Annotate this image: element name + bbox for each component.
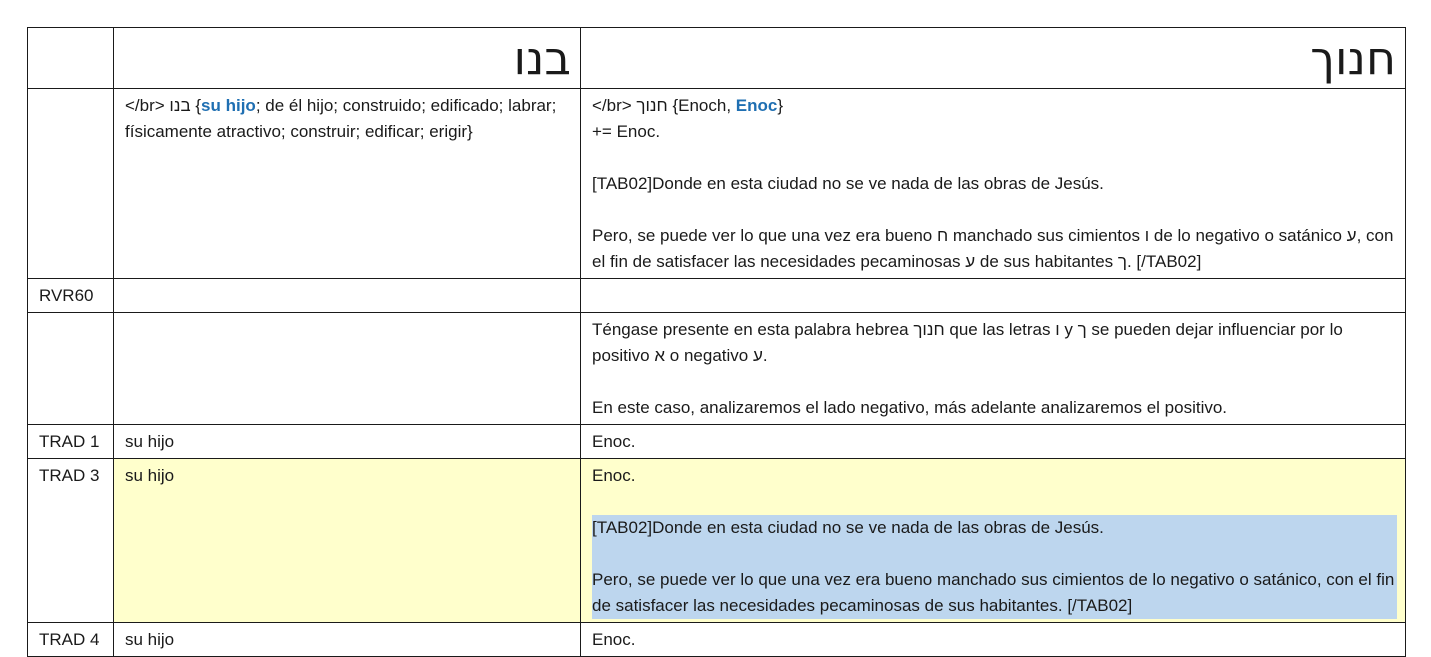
note-col3-cell (581, 313, 1406, 425)
trad4-row (28, 623, 1406, 657)
trad3-col3-line1: Enoc. (592, 466, 636, 485)
definition-col3-line2: += Enoc. (592, 122, 661, 141)
paragraph-gap (592, 369, 1396, 395)
header-label-cell (28, 28, 114, 89)
definition-prefix: </br> בנו { (125, 96, 202, 115)
definition-rest: ; de él hijo; construido; edificado; labrar; físicamente atractivo; construir; edificar; erigir} (125, 96, 557, 141)
definition-col3-para1: [TAB02]Donde en esta ciudad no se ve nada de las obras de Jesús. (592, 174, 1104, 193)
definition-col3-highlight: Enoc (735, 96, 778, 115)
note-line2: En este caso, analizaremos el lado negativo, más adelante analizaremos el positivo. (592, 398, 1228, 417)
definition-col3-para2: Pero, se puede ver lo que una vez era bueno ח manchado sus cimientos ו de lo negativo o satánico ע, con el fin de satisfacer las necesidades pecaminosas ע de sus habitantes ך. [/TAB02] (592, 226, 1394, 271)
trad4-col2: su hijo (114, 623, 581, 657)
definition-highlight: su hijo (201, 96, 256, 115)
note-col2-cell (114, 313, 581, 425)
trad3-col3-para1: [TAB02]Donde en esta ciudad no se ve nada de las obras de Jesús. (592, 518, 1104, 537)
trad3-col3-para2: Pero, se puede ver lo que una vez era bueno manchado sus cimientos de lo negativo o satánico, con el fin de satisfacer las necesidades pecaminosas de sus habitantes. [/TAB02] (592, 570, 1395, 615)
definition-col3-suffix: } (777, 96, 784, 115)
trad1-col3: Enoc. (581, 425, 1406, 459)
trad3-row (28, 459, 1406, 623)
rvr60-col3-cell (581, 279, 1406, 313)
hebrew-title-bno: בנו (513, 31, 571, 85)
definition-row (28, 89, 1406, 279)
paragraph-gap (592, 541, 1397, 567)
header-col3-cell (581, 28, 1406, 89)
definition-col3-cell (581, 89, 1406, 279)
definition-col3-prefix: </br> חנוך {Enoch, (592, 96, 736, 115)
rvr60-col2-cell (114, 279, 581, 313)
rvr60-label: RVR60 (28, 279, 114, 313)
rvr60-row (28, 279, 1406, 313)
trad3-label: TRAD 3 (28, 459, 114, 623)
header-row (28, 28, 1406, 89)
trad4-col3: Enoc. (581, 623, 1406, 657)
definition-col2-cell (114, 89, 581, 279)
trad1-label: TRAD 1 (28, 425, 114, 459)
note-label-cell (28, 313, 114, 425)
trad4-label: TRAD 4 (28, 623, 114, 657)
paragraph-gap (592, 489, 1396, 515)
header-col2-cell (114, 28, 581, 89)
paragraph-gap (592, 145, 1396, 171)
definition-label-cell (28, 89, 114, 279)
trad1-row (28, 425, 1406, 459)
trad3-selected-block (592, 515, 1397, 619)
hebrew-title-janoj: חנוך (1310, 31, 1396, 85)
trad3-col2: su hijo (114, 459, 581, 623)
trad3-col3-cell (581, 459, 1406, 623)
note-row (28, 313, 1406, 425)
definition-col3-line1 (592, 93, 1396, 119)
trad1-col2: su hijo (114, 425, 581, 459)
paragraph-gap (592, 197, 1396, 223)
note-line1: Téngase presente en esta palabra hebrea חנוך que las letras ו y ך se pueden dejar influenciar por lo positivo א o negativo ע. (592, 320, 1343, 365)
document-table (27, 27, 1406, 657)
